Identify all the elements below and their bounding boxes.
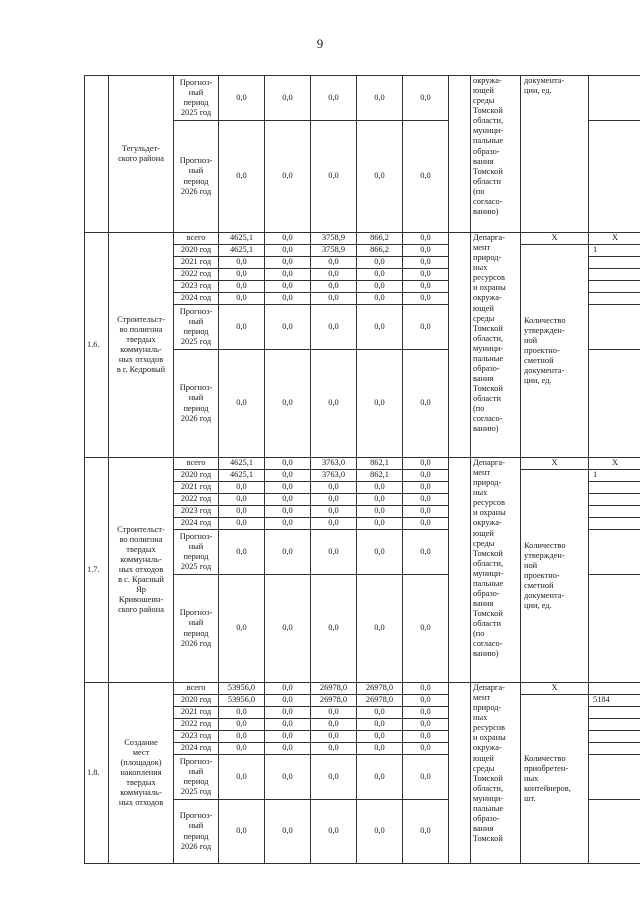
value-cell: 0,0 bbox=[403, 305, 449, 350]
value-cell: 0,0 bbox=[357, 293, 403, 305]
period-cell: 2020 год bbox=[174, 470, 219, 482]
indicator-cell: Количество утвержден- ной проектно- сметной документа- ции, ед. bbox=[521, 245, 589, 458]
value-cell: 4625,1 bbox=[219, 233, 265, 245]
period-cell: 2024 год bbox=[174, 743, 219, 755]
period-cell: Прогноз- ный период 2026 год bbox=[174, 575, 219, 683]
value-cell: 0,0 bbox=[219, 350, 265, 458]
value-cell: 0,0 bbox=[357, 575, 403, 683]
value-cell: 0,0 bbox=[311, 743, 357, 755]
table-row bbox=[85, 683, 640, 695]
value-cell: 0,0 bbox=[219, 707, 265, 719]
period-cell: 2024 год bbox=[174, 293, 219, 305]
value-cell: 53956,0 bbox=[219, 695, 265, 707]
period-cell: всего bbox=[174, 233, 219, 245]
indicator-cell: Количество утвержден- ной проектно- сметной документа- ции, ед. bbox=[521, 470, 589, 683]
activity-name-cell: Строительст- во полигона твердых коммуналь- ных отходов в г. Кедровый bbox=[109, 233, 174, 458]
value-cell: 0,0 bbox=[265, 233, 311, 245]
table-row bbox=[85, 76, 640, 121]
value-cell: 0,0 bbox=[311, 800, 357, 864]
value-cell: 0,0 bbox=[311, 494, 357, 506]
value-cell: 0,0 bbox=[403, 350, 449, 458]
period-cell: Прогноз- ный период 2026 год bbox=[174, 800, 219, 864]
spacer-cell bbox=[449, 683, 471, 864]
target-value-cell: 5184 bbox=[589, 695, 640, 707]
period-cell: всего bbox=[174, 458, 219, 470]
value-cell: 0,0 bbox=[311, 707, 357, 719]
value-cell: 0,0 bbox=[357, 731, 403, 743]
value-cell: 0,0 bbox=[403, 800, 449, 864]
target-value-cell: 1 bbox=[589, 470, 640, 482]
spacer-cell bbox=[449, 458, 471, 683]
value-cell: 0,0 bbox=[219, 731, 265, 743]
indicator-cell: документа- ции, ед. bbox=[521, 76, 589, 233]
value-cell: 0,0 bbox=[219, 506, 265, 518]
spacer-cell bbox=[449, 76, 471, 233]
target-value-cell bbox=[589, 350, 640, 458]
target-value-cell bbox=[589, 575, 640, 683]
value-cell: 0,0 bbox=[265, 695, 311, 707]
value-cell: 0,0 bbox=[311, 506, 357, 518]
value-cell: 0,0 bbox=[357, 707, 403, 719]
value-cell: 0,0 bbox=[311, 731, 357, 743]
value-cell: 53956,0 bbox=[219, 683, 265, 695]
target-x-cell: X bbox=[589, 233, 640, 245]
value-cell: 26978,0 bbox=[311, 695, 357, 707]
value-cell: 0,0 bbox=[265, 350, 311, 458]
value-cell: 0,0 bbox=[357, 350, 403, 458]
target-value-cell bbox=[589, 305, 640, 350]
value-cell: 3758,9 bbox=[311, 233, 357, 245]
value-cell: 0,0 bbox=[219, 305, 265, 350]
value-cell: 0,0 bbox=[311, 305, 357, 350]
value-cell: 0,0 bbox=[311, 257, 357, 269]
responsible-org-cell: окружа- ющей среды Томской области, муници- пальные образо- вания Томской области (по согласо- ванию) bbox=[471, 76, 521, 233]
target-value-cell bbox=[589, 518, 640, 530]
value-cell: 0,0 bbox=[265, 575, 311, 683]
value-cell: 0,0 bbox=[219, 719, 265, 731]
activity-name-cell: Тегульдет- ского района bbox=[109, 76, 174, 233]
value-cell: 0,0 bbox=[357, 76, 403, 121]
responsible-org-cell: Депарга- мент природ- ных ресурсов и охраны окружа- ющей среды Томской области, муници- пальные образо- вания Томской области (по согласо- ванию) bbox=[471, 233, 521, 458]
target-value-cell bbox=[589, 506, 640, 518]
table-row bbox=[85, 233, 640, 245]
target-value-cell bbox=[589, 800, 640, 864]
value-cell: 0,0 bbox=[403, 707, 449, 719]
value-cell: 0,0 bbox=[403, 293, 449, 305]
value-cell: 0,0 bbox=[219, 530, 265, 575]
period-cell: Прогноз- ный период 2025 год bbox=[174, 76, 219, 121]
value-cell: 0,0 bbox=[311, 575, 357, 683]
value-cell: 0,0 bbox=[403, 482, 449, 494]
value-cell: 0,0 bbox=[265, 800, 311, 864]
value-cell: 0,0 bbox=[357, 755, 403, 800]
value-cell: 0,0 bbox=[265, 269, 311, 281]
value-cell: 0,0 bbox=[265, 494, 311, 506]
value-cell: 0,0 bbox=[403, 518, 449, 530]
value-cell: 0,0 bbox=[265, 707, 311, 719]
target-x-cell bbox=[589, 683, 640, 695]
value-cell: 0,0 bbox=[265, 506, 311, 518]
value-cell: 0,0 bbox=[403, 743, 449, 755]
target-value-cell bbox=[589, 482, 640, 494]
period-cell: 2023 год bbox=[174, 731, 219, 743]
value-cell: 0,0 bbox=[403, 755, 449, 800]
value-cell: 0,0 bbox=[265, 719, 311, 731]
value-cell: 0,0 bbox=[265, 482, 311, 494]
row-number-cell: 1.7. bbox=[85, 458, 109, 683]
value-cell: 0,0 bbox=[403, 257, 449, 269]
value-cell: 0,0 bbox=[311, 269, 357, 281]
value-cell: 0,0 bbox=[403, 731, 449, 743]
value-cell: 0,0 bbox=[403, 683, 449, 695]
target-value-cell bbox=[589, 76, 640, 121]
value-cell: 0,0 bbox=[357, 800, 403, 864]
row-number-cell bbox=[85, 76, 109, 233]
target-value-cell bbox=[589, 719, 640, 731]
value-cell: 0,0 bbox=[403, 575, 449, 683]
value-cell: 3763,0 bbox=[311, 470, 357, 482]
period-cell: 2022 год bbox=[174, 494, 219, 506]
value-cell: 3763,0 bbox=[311, 458, 357, 470]
period-cell: 2021 год bbox=[174, 482, 219, 494]
value-cell: 0,0 bbox=[403, 121, 449, 233]
page-number: 9 bbox=[316, 36, 324, 51]
value-cell: 0,0 bbox=[311, 755, 357, 800]
indicator-x-cell: X bbox=[521, 683, 589, 695]
value-cell: 26978,0 bbox=[357, 683, 403, 695]
period-cell: всего bbox=[174, 683, 219, 695]
value-cell: 0,0 bbox=[403, 530, 449, 575]
target-value-cell bbox=[589, 281, 640, 293]
activity-name-cell: Создание мест (площадок) накопления твердых коммуналь- ных отходов bbox=[109, 683, 174, 864]
value-cell: 0,0 bbox=[219, 293, 265, 305]
value-cell: 0,0 bbox=[219, 482, 265, 494]
value-cell: 0,0 bbox=[311, 518, 357, 530]
value-cell: 0,0 bbox=[403, 458, 449, 470]
period-cell: 2020 год bbox=[174, 695, 219, 707]
value-cell: 0,0 bbox=[219, 518, 265, 530]
value-cell: 0,0 bbox=[265, 257, 311, 269]
value-cell: 0,0 bbox=[357, 719, 403, 731]
period-cell: 2021 год bbox=[174, 707, 219, 719]
responsible-org-cell: Депарга- мент природ- ных ресурсов и охраны окружа- ющей среды Томской области, муници- пальные образо- вания Томской bbox=[471, 683, 521, 864]
value-cell: 866,2 bbox=[357, 233, 403, 245]
value-cell: 0,0 bbox=[357, 482, 403, 494]
value-cell: 0,0 bbox=[219, 800, 265, 864]
period-cell: 2023 год bbox=[174, 281, 219, 293]
period-cell: 2020 год bbox=[174, 245, 219, 257]
indicator-x-cell: X bbox=[521, 458, 589, 470]
value-cell: 0,0 bbox=[311, 719, 357, 731]
value-cell: 26978,0 bbox=[357, 695, 403, 707]
value-cell: 0,0 bbox=[219, 281, 265, 293]
value-cell: 0,0 bbox=[311, 530, 357, 575]
target-value-cell bbox=[589, 121, 640, 233]
value-cell: 3758,9 bbox=[311, 245, 357, 257]
value-cell: 0,0 bbox=[403, 76, 449, 121]
value-cell: 0,0 bbox=[403, 269, 449, 281]
value-cell: 0,0 bbox=[265, 731, 311, 743]
value-cell: 0,0 bbox=[265, 458, 311, 470]
period-cell: 2022 год bbox=[174, 269, 219, 281]
target-value-cell: 1 bbox=[589, 245, 640, 257]
value-cell: 0,0 bbox=[357, 530, 403, 575]
row-number-cell: 1.8. bbox=[85, 683, 109, 864]
value-cell: 0,0 bbox=[219, 494, 265, 506]
value-cell: 4625,1 bbox=[219, 470, 265, 482]
value-cell: 862,1 bbox=[357, 470, 403, 482]
period-cell: 2021 год bbox=[174, 257, 219, 269]
target-value-cell bbox=[589, 494, 640, 506]
value-cell: 0,0 bbox=[311, 121, 357, 233]
value-cell: 0,0 bbox=[265, 518, 311, 530]
value-cell: 0,0 bbox=[403, 506, 449, 518]
value-cell: 0,0 bbox=[265, 305, 311, 350]
spacer-cell bbox=[449, 233, 471, 458]
value-cell: 0,0 bbox=[311, 350, 357, 458]
value-cell: 0,0 bbox=[403, 494, 449, 506]
target-value-cell bbox=[589, 707, 640, 719]
value-cell: 4625,1 bbox=[219, 245, 265, 257]
value-cell: 0,0 bbox=[403, 281, 449, 293]
table-row bbox=[85, 458, 640, 470]
value-cell: 0,0 bbox=[219, 743, 265, 755]
period-cell: 2024 год bbox=[174, 518, 219, 530]
value-cell: 0,0 bbox=[357, 257, 403, 269]
value-cell: 0,0 bbox=[265, 293, 311, 305]
value-cell: 0,0 bbox=[357, 121, 403, 233]
value-cell: 0,0 bbox=[265, 530, 311, 575]
row-number-cell: 1.6. bbox=[85, 233, 109, 458]
value-cell: 0,0 bbox=[403, 233, 449, 245]
value-cell: 0,0 bbox=[219, 755, 265, 800]
value-cell: 0,0 bbox=[219, 269, 265, 281]
target-value-cell bbox=[589, 743, 640, 755]
value-cell: 0,0 bbox=[311, 482, 357, 494]
value-cell: 0,0 bbox=[403, 470, 449, 482]
value-cell: 0,0 bbox=[357, 269, 403, 281]
period-cell: Прогноз- ный период 2025 год bbox=[174, 755, 219, 800]
value-cell: 0,0 bbox=[265, 121, 311, 233]
program-table bbox=[84, 75, 640, 864]
value-cell: 0,0 bbox=[265, 755, 311, 800]
target-x-cell: X bbox=[589, 458, 640, 470]
value-cell: 4625,1 bbox=[219, 458, 265, 470]
value-cell: 0,0 bbox=[403, 695, 449, 707]
target-value-cell bbox=[589, 293, 640, 305]
value-cell: 0,0 bbox=[265, 245, 311, 257]
value-cell: 0,0 bbox=[357, 305, 403, 350]
target-value-cell bbox=[589, 257, 640, 269]
value-cell: 0,0 bbox=[357, 281, 403, 293]
value-cell: 0,0 bbox=[219, 257, 265, 269]
period-cell: Прогноз- ный период 2026 год bbox=[174, 350, 219, 458]
value-cell: 0,0 bbox=[265, 76, 311, 121]
value-cell: 0,0 bbox=[219, 575, 265, 683]
value-cell: 0,0 bbox=[403, 719, 449, 731]
value-cell: 866,2 bbox=[357, 245, 403, 257]
target-value-cell bbox=[589, 731, 640, 743]
target-value-cell bbox=[589, 755, 640, 800]
value-cell: 0,0 bbox=[311, 293, 357, 305]
activity-name-cell: Строительст- во полигона твердых коммуналь- ных отходов в с. Красный Яр Кривошеин- ского района bbox=[109, 458, 174, 683]
responsible-org-cell: Депарга- мент природ- ных ресурсов и охраны окружа- ющей среды Томской области, муници- пальные образо- вания Томской области (по согласо- ванию) bbox=[471, 458, 521, 683]
target-value-cell bbox=[589, 269, 640, 281]
value-cell: 0,0 bbox=[357, 494, 403, 506]
value-cell: 0,0 bbox=[265, 281, 311, 293]
value-cell: 862,1 bbox=[357, 458, 403, 470]
period-cell: 2022 год bbox=[174, 719, 219, 731]
value-cell: 0,0 bbox=[357, 743, 403, 755]
value-cell: 0,0 bbox=[219, 76, 265, 121]
value-cell: 0,0 bbox=[311, 76, 357, 121]
value-cell: 0,0 bbox=[357, 518, 403, 530]
value-cell: 0,0 bbox=[219, 121, 265, 233]
indicator-x-cell: X bbox=[521, 233, 589, 245]
value-cell: 0,0 bbox=[403, 245, 449, 257]
period-cell: Прогноз- ный период 2025 год bbox=[174, 305, 219, 350]
value-cell: 26978,0 bbox=[311, 683, 357, 695]
value-cell: 0,0 bbox=[265, 743, 311, 755]
value-cell: 0,0 bbox=[265, 683, 311, 695]
indicator-cell: Количество приобретен- ных контейнеров, шт. bbox=[521, 695, 589, 864]
target-value-cell bbox=[589, 530, 640, 575]
value-cell: 0,0 bbox=[265, 470, 311, 482]
value-cell: 0,0 bbox=[311, 281, 357, 293]
period-cell: Прогноз- ный период 2025 год bbox=[174, 530, 219, 575]
value-cell: 0,0 bbox=[357, 506, 403, 518]
period-cell: Прогноз- ный период 2026 год bbox=[174, 121, 219, 233]
period-cell: 2023 год bbox=[174, 506, 219, 518]
